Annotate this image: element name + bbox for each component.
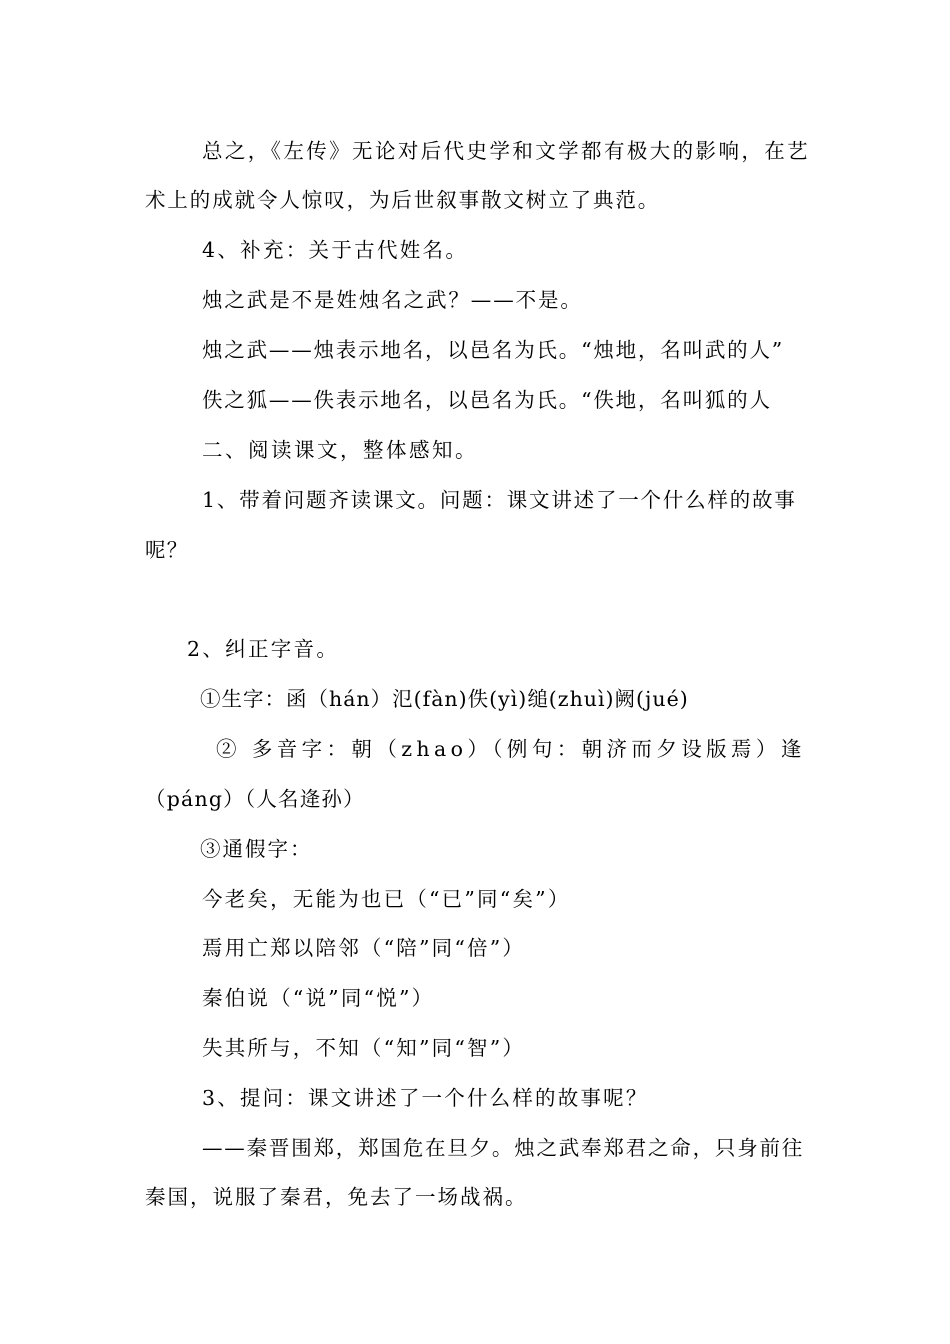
interchangeable-item-3: 秦伯说（“说”同“悦”） <box>202 986 435 1010</box>
polyphonic-line-2: （páng）（人名逄孙） <box>145 787 365 811</box>
polyphonic-line-1: ② 多音字：朝（zhao）（例句：朝济而夕设版焉）逢 <box>216 737 806 761</box>
pronunciation-heading: 2、纠正字音。 <box>187 637 340 661</box>
section-4-heading: 4、补充：关于古代姓名。 <box>202 238 469 262</box>
section-2-heading: 二、阅读课文，整体感知。 <box>202 438 478 462</box>
new-characters-line: ①生字：函（hán）氾(fàn)佚(yì)缒(zhuì)阙(jué) <box>200 687 689 711</box>
reading-task-line-1: 1、带着问题齐读课文。问题：课文讲述了一个什么样的故事 <box>202 488 797 512</box>
interchangeable-item-1: 今老矣，无能为也已（“已”同“矣”） <box>202 887 571 911</box>
interchangeable-heading: ③通假字： <box>200 837 313 861</box>
paragraph-summary-line-2: 术上的成就令人惊叹，为后世叙事散文树立了典范。 <box>145 188 661 212</box>
interchangeable-item-4: 失其所与，不知（“知”同“智”） <box>202 1036 526 1060</box>
question-3-heading: 3、提问：课文讲述了一个什么样的故事呢？ <box>202 1086 649 1110</box>
interchangeable-item-2: 焉用亡郑以陪邻（“陪”同“倍”） <box>202 936 526 960</box>
answer-line-1: ——秦晋围郑，郑国危在旦夕。烛之武奉郑君之命，只身前往 <box>202 1136 805 1160</box>
name-explanation-yizhihu: 佚之狐——佚表示地名，以邑名为氏。“佚地，名叫狐的人 <box>202 388 772 412</box>
reading-task-line-2: 呢？ <box>145 538 189 562</box>
answer-line-2: 秦国，说服了秦君，免去了一场战祸。 <box>145 1185 528 1209</box>
name-explanation-zhuzhiwu: 烛之武——烛表示地名，以邑名为氏。“烛地，名叫武的人” <box>202 338 785 362</box>
paragraph-summary-line-1: 总之，《左传》无论对后代史学和文学都有极大的影响，在艺 <box>202 139 811 163</box>
name-question: 烛之武是不是姓烛名之武？——不是。 <box>202 288 583 312</box>
